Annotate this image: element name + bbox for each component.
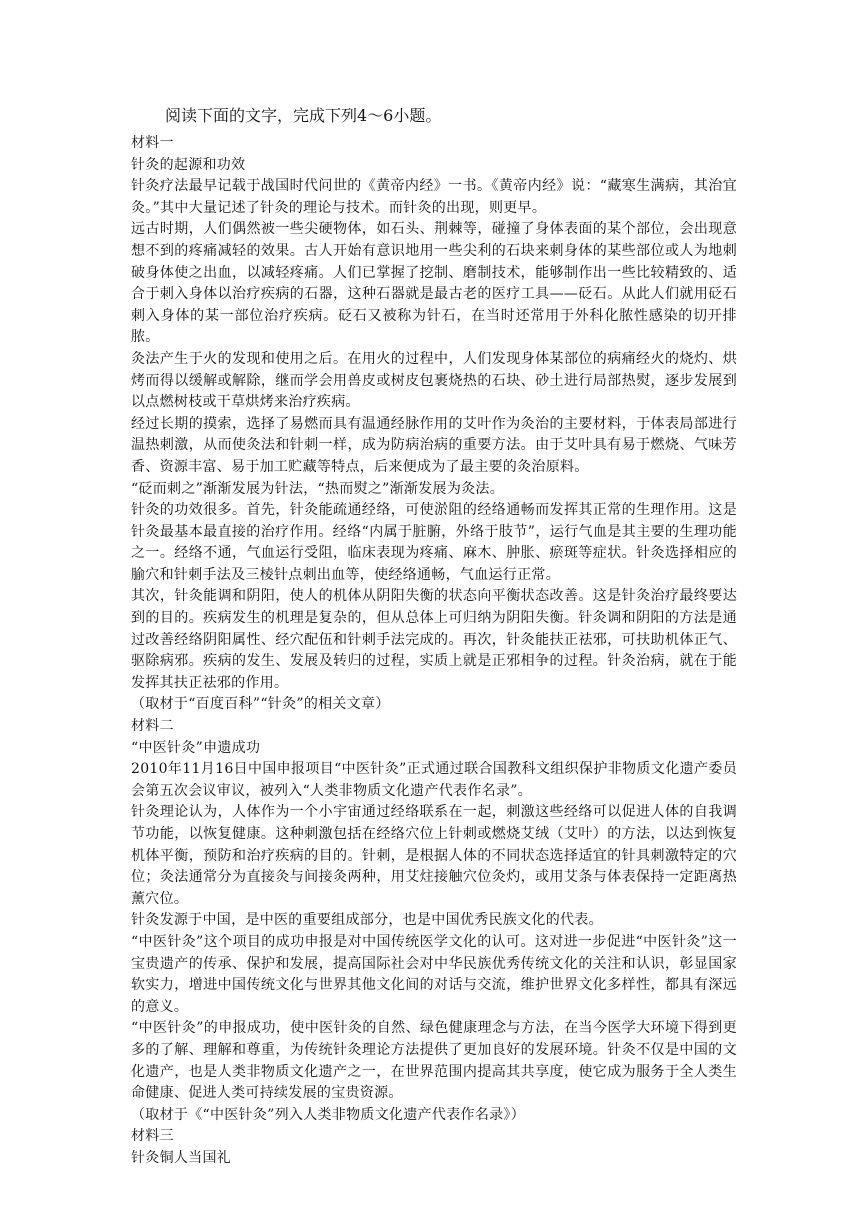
material-one-source: （取材于“百度百科”“针灸”的相关文章） <box>131 696 390 713</box>
material-two-paragraph: 针灸理论认为，人体作为一个小宇宙通过经络联系在一起，刺激这些经络可以促进人体的自我调节功能，以恢复健康。这种刺激包括在经络穴位上针刺或燃烧艾绒（艾叶）的方法，以达到恢复机体平衡，预防和治疗疾病的目的。针刺，是根据人体的不同状态选择适宜的针具刺激特定的穴位；灸法通常分为直接灸与间接灸两种，用艾炷接触穴位灸灼，或用艾条与体表保持一定距离热薰穴位。 <box>131 804 737 907</box>
material-one-paragraph: “砭而刺之”渐渐发展为针法，“热而熨之”渐渐发展为灸法。 <box>131 480 505 497</box>
material-three-title: 针灸铜人当国礼 <box>131 1149 232 1166</box>
material-one-paragraph: 灸法产生于火的发现和使用之后。在用火的过程中，人们发现身体某部位的病痛经火的烧灼、烘烤而得以缓解或解除，继而学会用兽皮或树皮包裹烧热的石块、砂土进行局部热熨，逐步发展到以点燃树枝或干草烘烤来治疗疾病。 <box>131 350 737 411</box>
question-instruction: 阅读下面的文字，完成下列4～6小题。 <box>165 106 442 125</box>
material-two-title: “中医针灸”申遗成功 <box>131 739 261 756</box>
material-three-label: 材料三 <box>131 1128 174 1145</box>
material-two-paragraph: “中医针灸”这个项目的成功申报是对中国传统医学文化的认可。这对进一步促进“中医针灸”这一宝贵遗产的传承、保护和发展，提高国际社会对中华民族优秀传统文化的关注和认识，彰显国家软实力，增进中国传统文化与世界其他文化间的对话与交流，维护世界文化多样性，都具有深远的意义。 <box>131 933 737 1015</box>
material-one-paragraph: 针灸疗法最早记载于战国时代问世的《黄帝内经》一书。《黄帝内经》说：“藏寒生满病，其治宜灸。”其中大量记述了针灸的理论与技术。而针灸的出现，则更早。 <box>131 178 737 216</box>
material-two-source: （取材于《“中医针灸”列入人类非物质文化遗产代表作名录》） <box>131 1106 526 1123</box>
material-one <box>131 133 737 716</box>
material-two-paragraph: 针灸发源于中国，是中医的重要组成部分，也是中国优秀民族文化的代表。 <box>131 912 603 929</box>
material-one-title: 针灸的起源和功效 <box>131 156 246 173</box>
material-one-label: 材料一 <box>131 135 174 151</box>
material-three <box>131 1126 737 1169</box>
document-page <box>131 104 737 1170</box>
material-one-paragraph: 经过长期的摸索，选择了易燃而具有温通经脉作用的艾叶作为灸治的主要材料，于体表局部进行温热刺激，从而使灸法和针刺一样，成为防病治病的重要方法。由于艾叶具有易于燃烧、气味芳香、资源丰富、易于加工贮藏等特点，后来便成为了最主要的灸治原料。 <box>131 415 737 475</box>
material-one-paragraph: 针灸的功效很多。首先，针灸能疏通经络，可使淤阻的经络通畅而发挥其正常的生理作用。这是针灸最基本最直接的治疗作用。经络“内属于脏腑，外络于肢节”，运行气血是其主要的生理功能之一。经络不通，气血运行受阻，临床表现为疼痛、麻木、肿胀、瘀斑等症状。针灸选择相应的腧穴和针刺手法及三棱针点刺出血等，使经络通畅，气血运行正常。 <box>131 502 737 583</box>
material-one-paragraph: 远古时期，人们偶然被一些尖硬物体，如石头、荆棘等，碰撞了身体表面的某个部位，会出现意想不到的疼痛减轻的效果。古人开始有意识地用一些尖利的石块来刺身体的某些部位或人为地刺破身体使之出血，以减轻疼痛。人们已掌握了挖制、磨制技术，能够制作出一些比较精致的、适合于刺入身体以治疗疾病的石器，这种石器就是最古老的医疗工具——砭石。从此人们就用砭石刺入身体的某一部位治疗疾病。砭石又被称为针石，在当时还常用于外科化脓性感染的切开排脓。 <box>131 221 737 346</box>
material-one-paragraph: 其次，针灸能调和阴阳，使人的机体从阴阳失衡的状态向平衡状态改善。这是针灸治疗最终要达到的目的。疾病发生的机理是复杂的，但从总体上可归纳为阴阳失衡。针灸调和阴阳的方法是通过改善经络阴阳属性、经穴配伍和针刺手法完成的。再次，针灸能扶正祛邪，可扶助机体正气、驱除病邪。疾病的发生、发展及转归的过程，实质上就是正邪相争的过程。针灸治病，就在于能发挥其扶正祛邪的作用。 <box>131 588 737 691</box>
material-two-paragraph: 2010年11月16日中国申报项目“中医针灸”正式通过联合国教科文组织保护非物质文化遗产委员会第五次会议审议，被列入“人类非物质文化遗产代表作名录”。 <box>131 761 737 799</box>
material-two-paragraph: “中医针灸”的申报成功，使中医针灸的自然、绿色健康理念与方法，在当今医学大环境下得到更多的了解、理解和尊重，为传统针灸理论方法提供了更加良好的发展环境。针灸不仅是中国的文化遗产，也是人类非物质文化遗产之一，在世界范围内提高其共享度，使它成为服务于全人类生命健康、促进人类可持续发展的宝贵资源。 <box>131 1020 737 1102</box>
material-two-label: 材料二 <box>131 718 174 735</box>
material-two <box>131 716 737 1126</box>
